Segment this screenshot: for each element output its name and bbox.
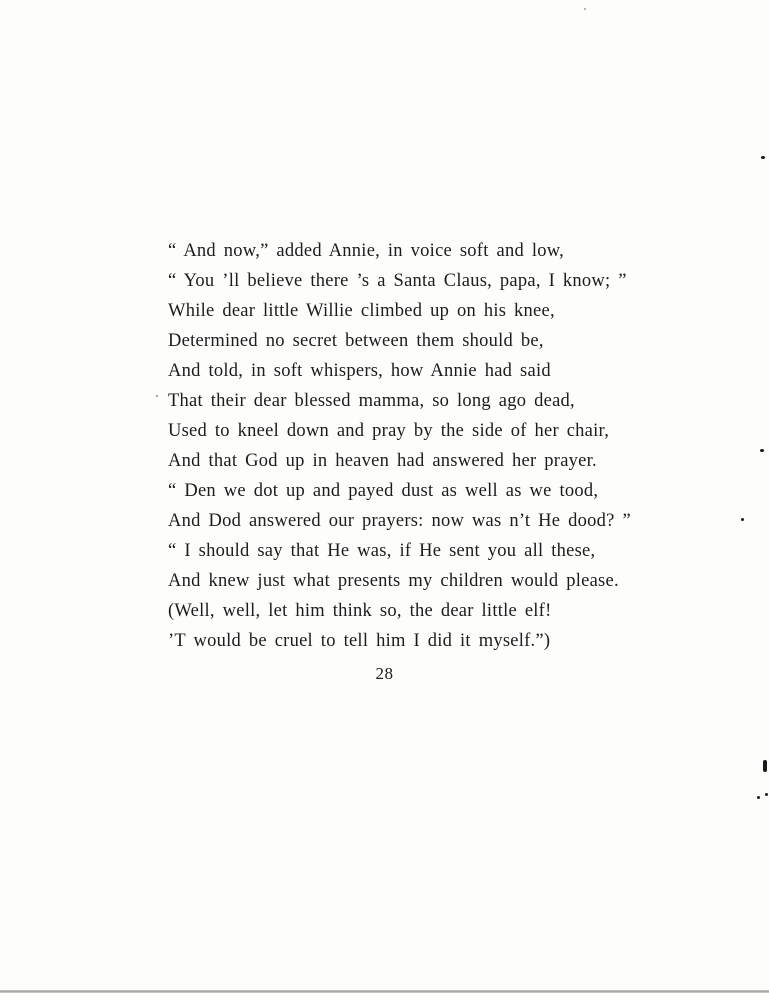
page-number: 28 (375, 664, 394, 683)
ink-speck (757, 796, 760, 799)
ink-speck (584, 8, 586, 10)
scan-edge-line (0, 990, 769, 993)
ink-speck (761, 156, 765, 159)
poem-line: (Well, well, let him think so, the dear little elf! (168, 601, 552, 621)
poem-line: And told, in soft whispers, how Annie had said (168, 361, 551, 381)
poem-line: While dear little Willie climbed up on his knee, (168, 301, 555, 321)
ink-speck (741, 518, 744, 521)
poem-line: And knew just what presents my children would please. (168, 571, 619, 591)
poem-line: And Dod answered our prayers: now was n’t He dood? ” (168, 511, 631, 531)
ink-speck (760, 449, 764, 452)
poem-line: “ I should say that He was, if He sent you all these, (168, 541, 596, 561)
poem-line: ’T would be cruel to tell him I did it myself.”) (168, 631, 551, 651)
poem-line: “ Den we dot up and payed dust as well as we tood, (168, 481, 599, 501)
poem-line: And that God up in heaven had answered her prayer. (168, 451, 597, 471)
poem-line: Used to kneel down and pray by the side of her chair, (168, 421, 610, 441)
poem-line: “ And now,” added Annie, in voice soft and low, (168, 241, 564, 261)
ink-speck (156, 395, 158, 397)
ink-speck (763, 760, 767, 772)
poem-line: Determined no secret between them should be, (168, 331, 544, 351)
poem-stanza (168, 236, 688, 656)
poem-line: “ You ’ll believe there ’s a Santa Claus, papa, I know; ” (168, 271, 627, 291)
poem-line: That their dear blessed mamma, so long ago dead, (168, 391, 575, 411)
ink-speck (765, 793, 768, 796)
